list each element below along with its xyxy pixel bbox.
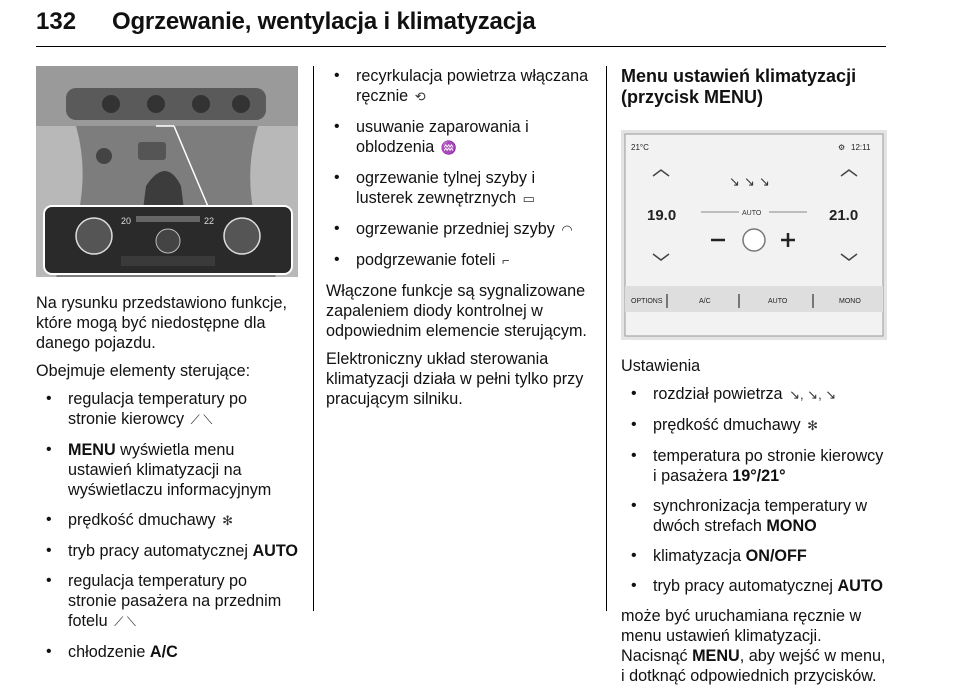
svg-text:20: 20: [121, 216, 132, 226]
list-item: • temperatura po stronie kierowcy i pasażera 19°/21°: [623, 446, 887, 486]
list-item: • ogrzewanie tylnej szyby i lusterek zewnętrznych ▭: [326, 168, 596, 209]
column-3: [621, 66, 887, 694]
outside-temp: 21°C: [631, 143, 649, 152]
section-title: Menu ustawień klimatyzacji (przycisk MENU): [621, 66, 857, 107]
defrost-max-icon: ♒: [440, 140, 457, 155]
svg-text:↘ ↘ ↘: ↘ ↘ ↘: [729, 175, 770, 190]
list-item: • prędkość dmuchawy ✻: [38, 510, 298, 531]
list-item: • tryb pracy automatycznej AUTO: [623, 576, 887, 596]
clock: 12:11: [851, 143, 871, 152]
column-divider-1: [313, 66, 314, 611]
paragraph: Na rysunku przedstawiono funkcje, które mogą być niedostępne dla danego pojazdu.: [36, 294, 288, 352]
fan-icon: ✻: [222, 513, 233, 528]
tab-mono: MONO: [839, 298, 861, 305]
list-item: • recyrkulacja powietrza włączana ręcznie ⟲: [326, 66, 596, 107]
paragraph: Nacisnąć MENU, aby wejść w menu, i dotknąć odpowiednich przycisków.: [621, 647, 886, 685]
list-item: • MENU wyświetla menu ustawień klimatyzacji na wyświetlaczu informacyjnym: [38, 440, 298, 500]
page-header: [36, 6, 886, 46]
windscreen-heat-icon: ◠: [561, 222, 573, 237]
svg-text:22: 22: [204, 216, 215, 226]
tab-auto: AUTO: [768, 298, 788, 305]
list-item: • klimatyzacja ON/OFF: [623, 546, 887, 566]
paragraph: Ustawienia: [621, 357, 701, 375]
right-temp: 21.0: [829, 207, 859, 224]
paragraph: Włączone funkcje są sygnalizowane zapaleniem diody kontrolnej w odpowiednim elemencie sterującym.: [326, 282, 587, 340]
list-item: • regulacja temperatury po stronie pasażera na przednim fotelu ⟋ ⟍: [38, 571, 298, 632]
list-item: • podgrzewanie foteli ⌐: [326, 250, 596, 271]
climate-menu-screen: [621, 130, 887, 340]
list-item: • ogrzewanie przedniej szyby ◠: [326, 219, 596, 240]
rear-window-heat-icon: ▭: [522, 191, 535, 206]
paragraph: Elektroniczny układ sterowania klimatyzacji działa w pełni tylko przy pracującym silniku.: [326, 350, 584, 408]
recirculation-icon: ⟲: [414, 89, 426, 104]
list-item: • usuwanie zaparowania i oblodzenia ♒: [326, 117, 596, 158]
column-2: [326, 66, 596, 417]
paragraph: może być uruchamiana ręcznie w menu ustawień klimatyzacji.: [621, 607, 862, 645]
dashboard-controls-photo: [36, 66, 298, 277]
header-rule: [36, 46, 886, 47]
page-title: Ogrzewanie, wentylacja i klimatyzacja: [112, 8, 536, 35]
tab-ac: A/C: [699, 298, 711, 305]
temp-knob-icon: ⟋ ⟍: [190, 412, 213, 427]
air-distribution-icons: ↘, ↘, ↘: [789, 387, 837, 402]
svg-text:⚙: ⚙: [838, 143, 846, 152]
list-item: • chłodzenie A/C: [38, 642, 298, 662]
tab-options: OPTIONS: [631, 298, 663, 305]
temp-knob-icon: ⟋ ⟍: [114, 614, 136, 629]
list-item: • prędkość dmuchawy ✻: [623, 415, 887, 436]
list-item: • synchronizacja temperatury w dwóch strefach MONO: [623, 496, 887, 536]
seat-heat-icon: ⌐: [501, 253, 510, 268]
left-temp: 19.0: [647, 207, 677, 224]
column-1: [36, 66, 298, 672]
list-item: • tryb pracy automatycznej AUTO: [38, 541, 298, 561]
fan-icon: ✻: [807, 418, 818, 433]
paragraph: Obejmuje elementy sterujące:: [36, 362, 251, 380]
page-number: 132: [36, 8, 77, 35]
list-item: • regulacja temperatury po stronie kierowcy ⟋ ⟍: [38, 389, 298, 430]
column-divider-2: [606, 66, 607, 611]
list-item: • rozdział powietrza ↘, ↘, ↘: [623, 384, 887, 405]
mode-label: AUTO: [742, 210, 762, 217]
